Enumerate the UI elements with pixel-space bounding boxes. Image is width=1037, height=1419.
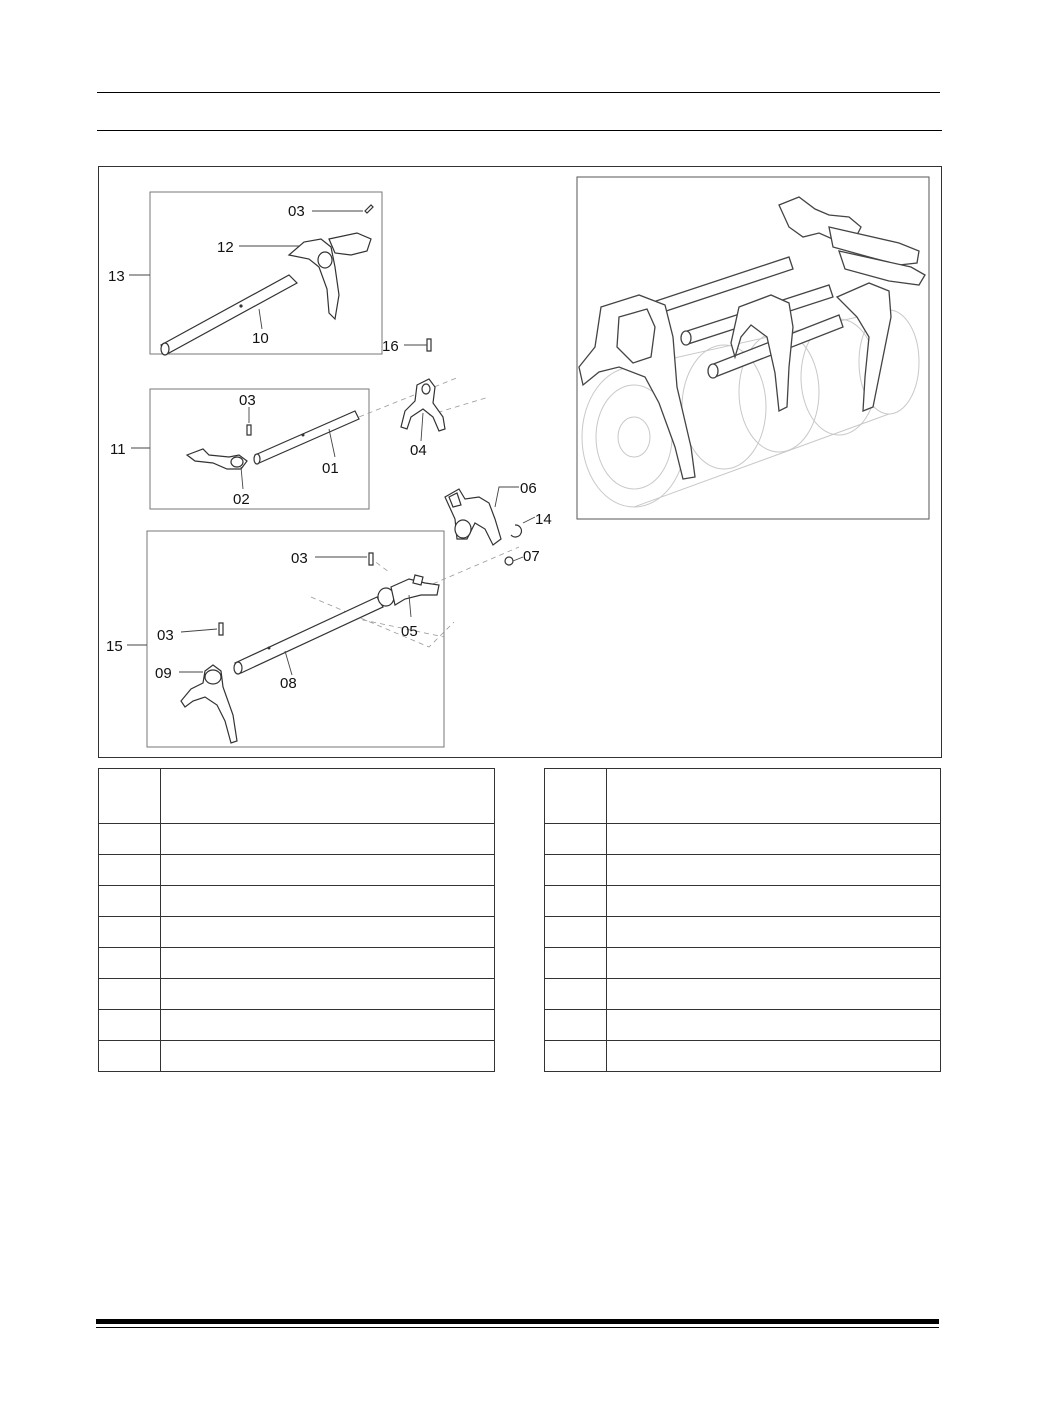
callout-12: 12 — [217, 239, 234, 256]
exploded-view-diagram — [99, 167, 941, 757]
fork-12 — [289, 233, 371, 319]
table-cell — [607, 1041, 941, 1072]
table-header-cell — [607, 769, 941, 824]
table-header-cell — [545, 769, 607, 824]
callout-13: 13 — [108, 268, 125, 285]
table-cell — [545, 1010, 607, 1041]
selector-06 — [445, 489, 501, 545]
callout-04: 04 — [410, 442, 427, 459]
table-cell — [161, 855, 495, 886]
table-cell — [161, 1041, 495, 1072]
table-cell — [607, 1010, 941, 1041]
table-cell — [545, 917, 607, 948]
callout-10: 10 — [252, 330, 269, 347]
table-cell — [161, 917, 495, 948]
callout-07: 07 — [523, 548, 540, 565]
table-cell — [607, 855, 941, 886]
table-cell — [607, 824, 941, 855]
table-cell — [545, 886, 607, 917]
table-cell — [545, 1041, 607, 1072]
table-cell — [99, 917, 161, 948]
pin-03-b — [247, 425, 251, 435]
callout-06: 06 — [520, 480, 537, 497]
callout-05: 05 — [401, 623, 418, 640]
callout-01: 01 — [322, 460, 339, 477]
callout-14: 14 — [535, 511, 552, 528]
table-cell — [161, 979, 495, 1010]
callout-08: 08 — [280, 675, 297, 692]
table-cell — [607, 917, 941, 948]
lever-02 — [187, 449, 247, 469]
table-cell — [161, 824, 495, 855]
callout-03: 03 — [288, 203, 305, 220]
fork-09 — [181, 665, 237, 743]
table-header-cell — [161, 769, 495, 824]
pin-03-a — [365, 205, 373, 213]
assembly-box-11 — [150, 389, 369, 509]
pin-03-d — [219, 623, 223, 635]
illustration-frame — [98, 166, 942, 758]
table-header-cell — [99, 769, 161, 824]
table-cell — [161, 1010, 495, 1041]
table-cell — [99, 979, 161, 1010]
table-cell — [545, 855, 607, 886]
ball-07 — [505, 557, 513, 565]
callout-03: 03 — [239, 392, 256, 409]
callout-16: 16 — [382, 338, 399, 355]
footer-rule-thick — [96, 1319, 939, 1324]
fork-05 — [378, 575, 439, 606]
shaft-01 — [254, 411, 359, 464]
table-cell — [99, 1041, 161, 1072]
pin-03-c — [369, 553, 373, 565]
header-rule-top — [97, 92, 940, 93]
pin-16 — [427, 339, 431, 351]
parts-table-left — [98, 768, 495, 1072]
parts-table-right — [544, 768, 941, 1072]
header-rule-bottom — [97, 130, 942, 131]
table-cell — [545, 948, 607, 979]
table-cell — [99, 948, 161, 979]
table-cell — [161, 948, 495, 979]
clip-14 — [511, 525, 521, 537]
footer-rule-thin — [96, 1327, 939, 1328]
table-cell — [99, 1010, 161, 1041]
callout-03: 03 — [291, 550, 308, 567]
table-cell — [99, 824, 161, 855]
callout-15: 15 — [106, 638, 123, 655]
callout-03: 03 — [157, 627, 174, 644]
table-cell — [99, 855, 161, 886]
fork-04 — [401, 379, 445, 431]
assembled-view-inset — [577, 177, 929, 519]
table-cell — [607, 948, 941, 979]
table-cell — [607, 886, 941, 917]
table-cell — [607, 979, 941, 1010]
table-cell — [545, 824, 607, 855]
shaft-08 — [234, 597, 383, 674]
callout-11: 11 — [110, 441, 126, 458]
table-cell — [99, 886, 161, 917]
callout-09: 09 — [155, 665, 172, 682]
table-cell — [545, 979, 607, 1010]
shaft-10 — [161, 275, 297, 355]
callout-02: 02 — [233, 491, 250, 508]
table-cell — [161, 886, 495, 917]
